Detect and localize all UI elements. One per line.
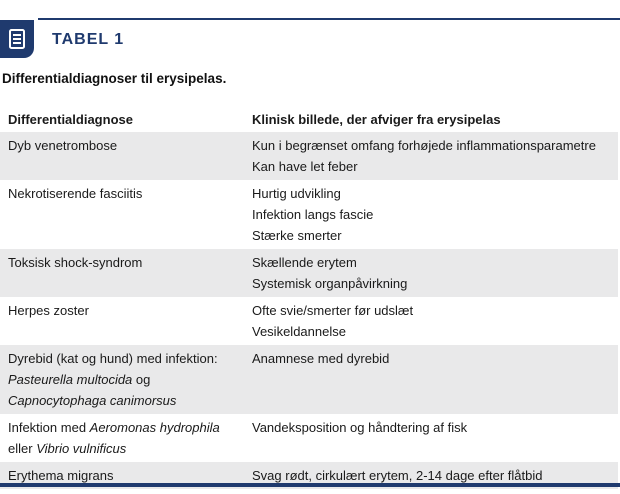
header-top-rule <box>38 18 620 20</box>
column-header-diagnosis: Differentialdiagnose <box>0 105 244 132</box>
table-badge <box>0 20 34 58</box>
conjunction-text: og <box>132 372 151 387</box>
pathogen-name: Aeromonas hydrophila <box>89 420 220 435</box>
column-header-findings: Klinisk billede, der afviger fra erysipelas <box>244 105 618 132</box>
conjunction-text: eller <box>8 441 37 456</box>
findings-cell <box>244 132 618 180</box>
finding-text: Systemisk organpåvirkning <box>252 276 408 291</box>
finding-text: Skællende erytem <box>252 255 357 270</box>
table-row <box>0 345 618 414</box>
table-header-row <box>0 105 618 132</box>
findings-cell <box>244 414 618 462</box>
finding-text: Stærke smerter <box>252 228 342 243</box>
table-title: TABEL 1 <box>52 31 125 48</box>
table-row <box>0 297 618 345</box>
diagnosis-text: Herpes zoster <box>8 303 89 318</box>
finding-text: Ofte svie/smerter før udslæt <box>252 303 414 318</box>
finding-text: Kan have let feber <box>252 159 358 174</box>
table-caption: Differentialdiagnoser til erysipelas. <box>2 71 227 86</box>
finding-text: Kun i begrænset omfang forhøjede inflammationsparametre <box>252 138 596 153</box>
diagnosis-text <box>8 417 236 438</box>
table-row <box>0 132 618 180</box>
findings-cell <box>244 297 618 345</box>
diagnosis-cell <box>0 345 244 414</box>
diagnosis-cell <box>0 297 244 345</box>
findings-cell <box>244 345 618 414</box>
finding-text: Vandeksposition og håndtering af fisk <box>252 420 468 435</box>
diagnosis-text <box>8 438 236 459</box>
diagnosis-text <box>8 369 236 390</box>
pathogen-name: Pasteurella multocida <box>8 372 133 387</box>
finding-text: Infektion langs fascie <box>252 207 374 222</box>
pathogen-name: Vibrio vulnificus <box>36 441 127 456</box>
footer-rule <box>0 483 620 487</box>
document-list-icon <box>9 29 25 49</box>
diagnosis-prefix: Infektion med <box>8 420 90 435</box>
findings-cell <box>244 249 618 297</box>
finding-text: Vesikeldannelse <box>252 324 346 339</box>
pathogen-name: Capnocytophaga canimorsus <box>8 393 177 408</box>
findings-cell <box>244 180 618 249</box>
diagnosis-text: Toksisk shock-syndrom <box>8 255 143 270</box>
diagnosis-text: Nekrotiserende fasciitis <box>8 186 143 201</box>
diagnosis-text: Dyrebid (kat og hund) med infektion: <box>8 351 218 366</box>
table-row <box>0 180 618 249</box>
diagnosis-cell <box>0 249 244 297</box>
table-row <box>0 249 618 297</box>
table-row <box>0 414 618 462</box>
finding-text: Hurtig udvikling <box>252 186 341 201</box>
diagnosis-cell <box>0 414 244 462</box>
diagnosis-cell <box>0 180 244 249</box>
diagnosis-text: Dyb venetrombose <box>8 138 118 153</box>
differential-diagnosis-table <box>0 105 618 489</box>
finding-text: Svag rødt, cirkulært erytem, 2-14 dage efter flåtbid <box>252 468 543 483</box>
diagnosis-cell <box>0 132 244 180</box>
diagnosis-text: Erythema migrans <box>8 468 114 483</box>
finding-text: Anamnese med dyrebid <box>252 351 390 366</box>
